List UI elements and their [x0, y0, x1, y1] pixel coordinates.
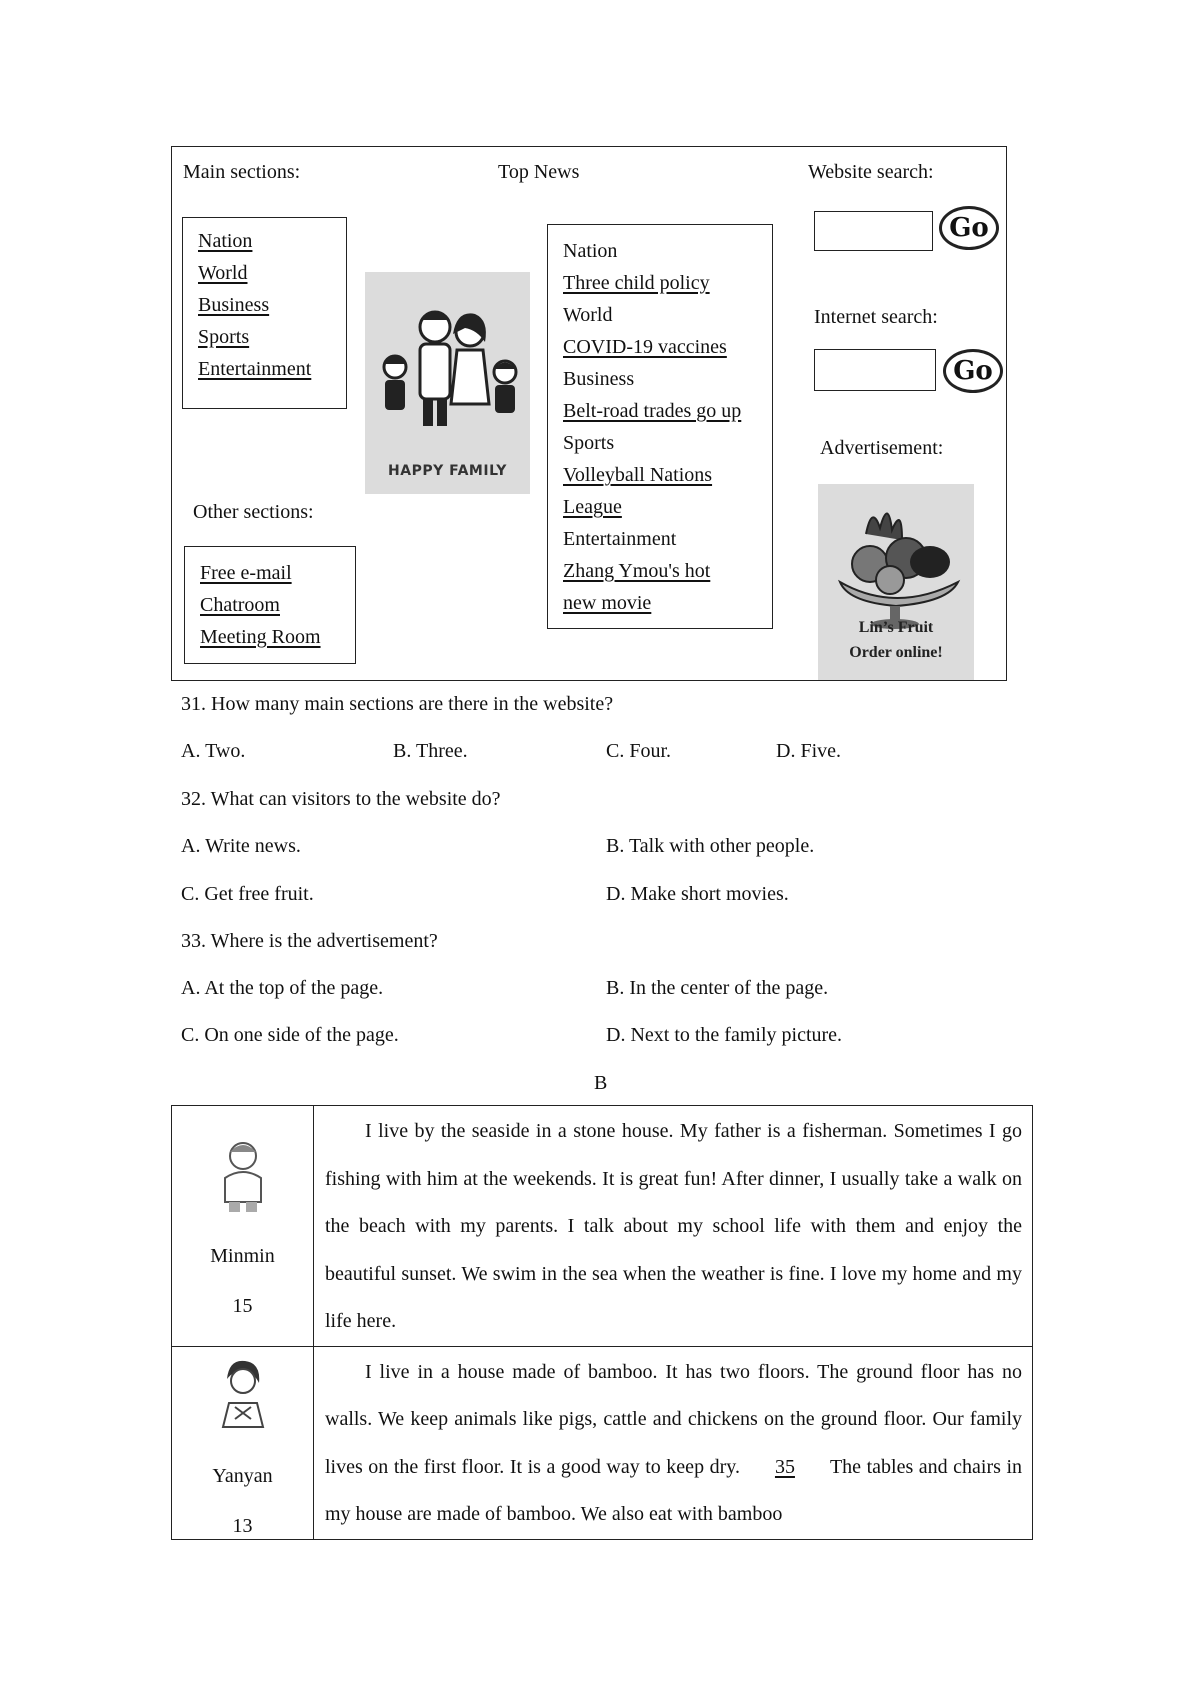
- other-sections-label: Other sections:: [193, 501, 314, 523]
- website-search-go-button[interactable]: Go: [939, 206, 999, 250]
- family-picture: [365, 272, 530, 494]
- boy-avatar-icon: [213, 1136, 273, 1218]
- other-section-link-email[interactable]: Free e-mail: [200, 562, 292, 584]
- question-31-stem: 31. How many main sections are there in the website?: [181, 693, 614, 715]
- question-31-option-c: C. Four.: [606, 740, 672, 762]
- top-news-label: Top News: [498, 161, 580, 183]
- top-news-category: World: [563, 304, 613, 326]
- question-32-option-a: A. Write news.: [181, 835, 301, 857]
- person-cell: [172, 1346, 314, 1539]
- main-sections-box: [182, 217, 347, 409]
- passage-yanyan: [314, 1347, 1032, 1539]
- question-31-option-b: B. Three.: [393, 740, 468, 762]
- fruit-advertisement[interactable]: [818, 484, 974, 680]
- table-row: [172, 1346, 1033, 1539]
- question-32-stem: 32. What can visitors to the website do?: [181, 788, 501, 810]
- person-name: Yanyan: [212, 1464, 273, 1487]
- main-section-link-business[interactable]: Business: [198, 294, 270, 316]
- other-section-link-chatroom[interactable]: Chatroom: [200, 594, 280, 616]
- top-news-link[interactable]: Three child policy: [563, 272, 710, 294]
- question-32-option-c: C. Get free fruit.: [181, 883, 314, 905]
- ad-order-online: Order online!: [849, 644, 943, 661]
- question-31-option-d: D. Five.: [776, 740, 841, 762]
- top-news-link[interactable]: COVID-19 vaccines: [563, 336, 727, 358]
- top-news-link[interactable]: Volleyball Nations: [563, 464, 713, 486]
- question-33-option-d: D. Next to the family picture.: [606, 1024, 843, 1046]
- top-news-link[interactable]: Zhang Ymou's hot: [563, 560, 711, 582]
- question-33-stem: 33. Where is the advertisement?: [181, 930, 438, 952]
- family-picture-caption: HAPPY FAMILY: [388, 463, 507, 479]
- section-b-heading: B: [594, 1072, 608, 1094]
- person-name: Minmin: [210, 1245, 275, 1267]
- question-31-option-a: A. Two.: [181, 740, 246, 762]
- top-news-link[interactable]: Belt-road trades go up: [563, 400, 742, 422]
- main-section-link-world[interactable]: World: [198, 262, 248, 284]
- website-search-input[interactable]: [814, 211, 933, 251]
- main-sections-label: Main sections:: [183, 161, 301, 183]
- section-b-table: [171, 1105, 1033, 1540]
- other-section-link-meeting-room[interactable]: Meeting Room: [200, 626, 321, 648]
- passage-minmin: [314, 1106, 1032, 1346]
- advertisement-label: Advertisement:: [820, 437, 944, 459]
- person-cell: [172, 1106, 314, 1347]
- girl-avatar-icon: [213, 1355, 273, 1433]
- internet-search-go-button[interactable]: Go: [943, 349, 1003, 393]
- ad-shop-name: Lin’s Fruit: [858, 619, 934, 636]
- top-news-category: Sports: [563, 432, 615, 454]
- question-33-option-b: B. In the center of the page.: [606, 977, 829, 999]
- question-33-option-a: A. At the top of the page.: [181, 977, 384, 999]
- passage-cell: [314, 1106, 1033, 1347]
- person-age: 15: [232, 1295, 253, 1317]
- main-section-link-sports[interactable]: Sports: [198, 326, 250, 348]
- question-32-option-d: D. Make short movies.: [606, 883, 789, 905]
- top-news-link[interactable]: League: [563, 496, 622, 518]
- passage-text: I live by the seaside in a stone house. My father is a fisherman. Sometimes I go fishing with him at the weekends. It is great fun! After dinner, I usually take a walk on the beach with my parents. I talk about my school life with them and enjoy the beautiful sunset. We swim in the sea when the weather is fine. I love my home and my life here.: [325, 1120, 1022, 1332]
- top-news-category: Business: [563, 368, 635, 390]
- top-news-box: [547, 224, 773, 629]
- passage-cell: [314, 1346, 1033, 1539]
- internet-search-input[interactable]: [814, 349, 936, 391]
- passage-text: I live in a house made of bamboo. It has two floors. The ground floor has no walls. We keep animals like pigs, cattle and chickens on the ground floor. Our family lives on the first floor. It is a good way to keep dry.: [325, 1360, 1022, 1478]
- top-news-category: Entertainment: [563, 528, 677, 550]
- other-sections-box: [184, 546, 356, 664]
- person-age: 13: [232, 1514, 253, 1537]
- question-33-option-c: C. On one side of the page.: [181, 1024, 399, 1046]
- person-yanyan: [172, 1347, 313, 1538]
- passage-text: The tables and chairs in my house are made of bamboo. We also eat with bamboo: [325, 1455, 1022, 1525]
- question-32-option-b: B. Talk with other people.: [606, 835, 815, 857]
- family-illustration: [365, 272, 530, 494]
- main-section-link-entertainment[interactable]: Entertainment: [198, 358, 312, 380]
- internet-search-label: Internet search:: [814, 306, 938, 328]
- top-news-link[interactable]: new movie: [563, 592, 652, 614]
- main-section-link-nation[interactable]: Nation: [198, 230, 253, 252]
- website-search-label: Website search:: [808, 161, 934, 183]
- top-news-category: Nation: [563, 240, 618, 262]
- blank-35: 35: [774, 1455, 795, 1478]
- person-minmin: [172, 1106, 313, 1318]
- table-row: [172, 1106, 1033, 1347]
